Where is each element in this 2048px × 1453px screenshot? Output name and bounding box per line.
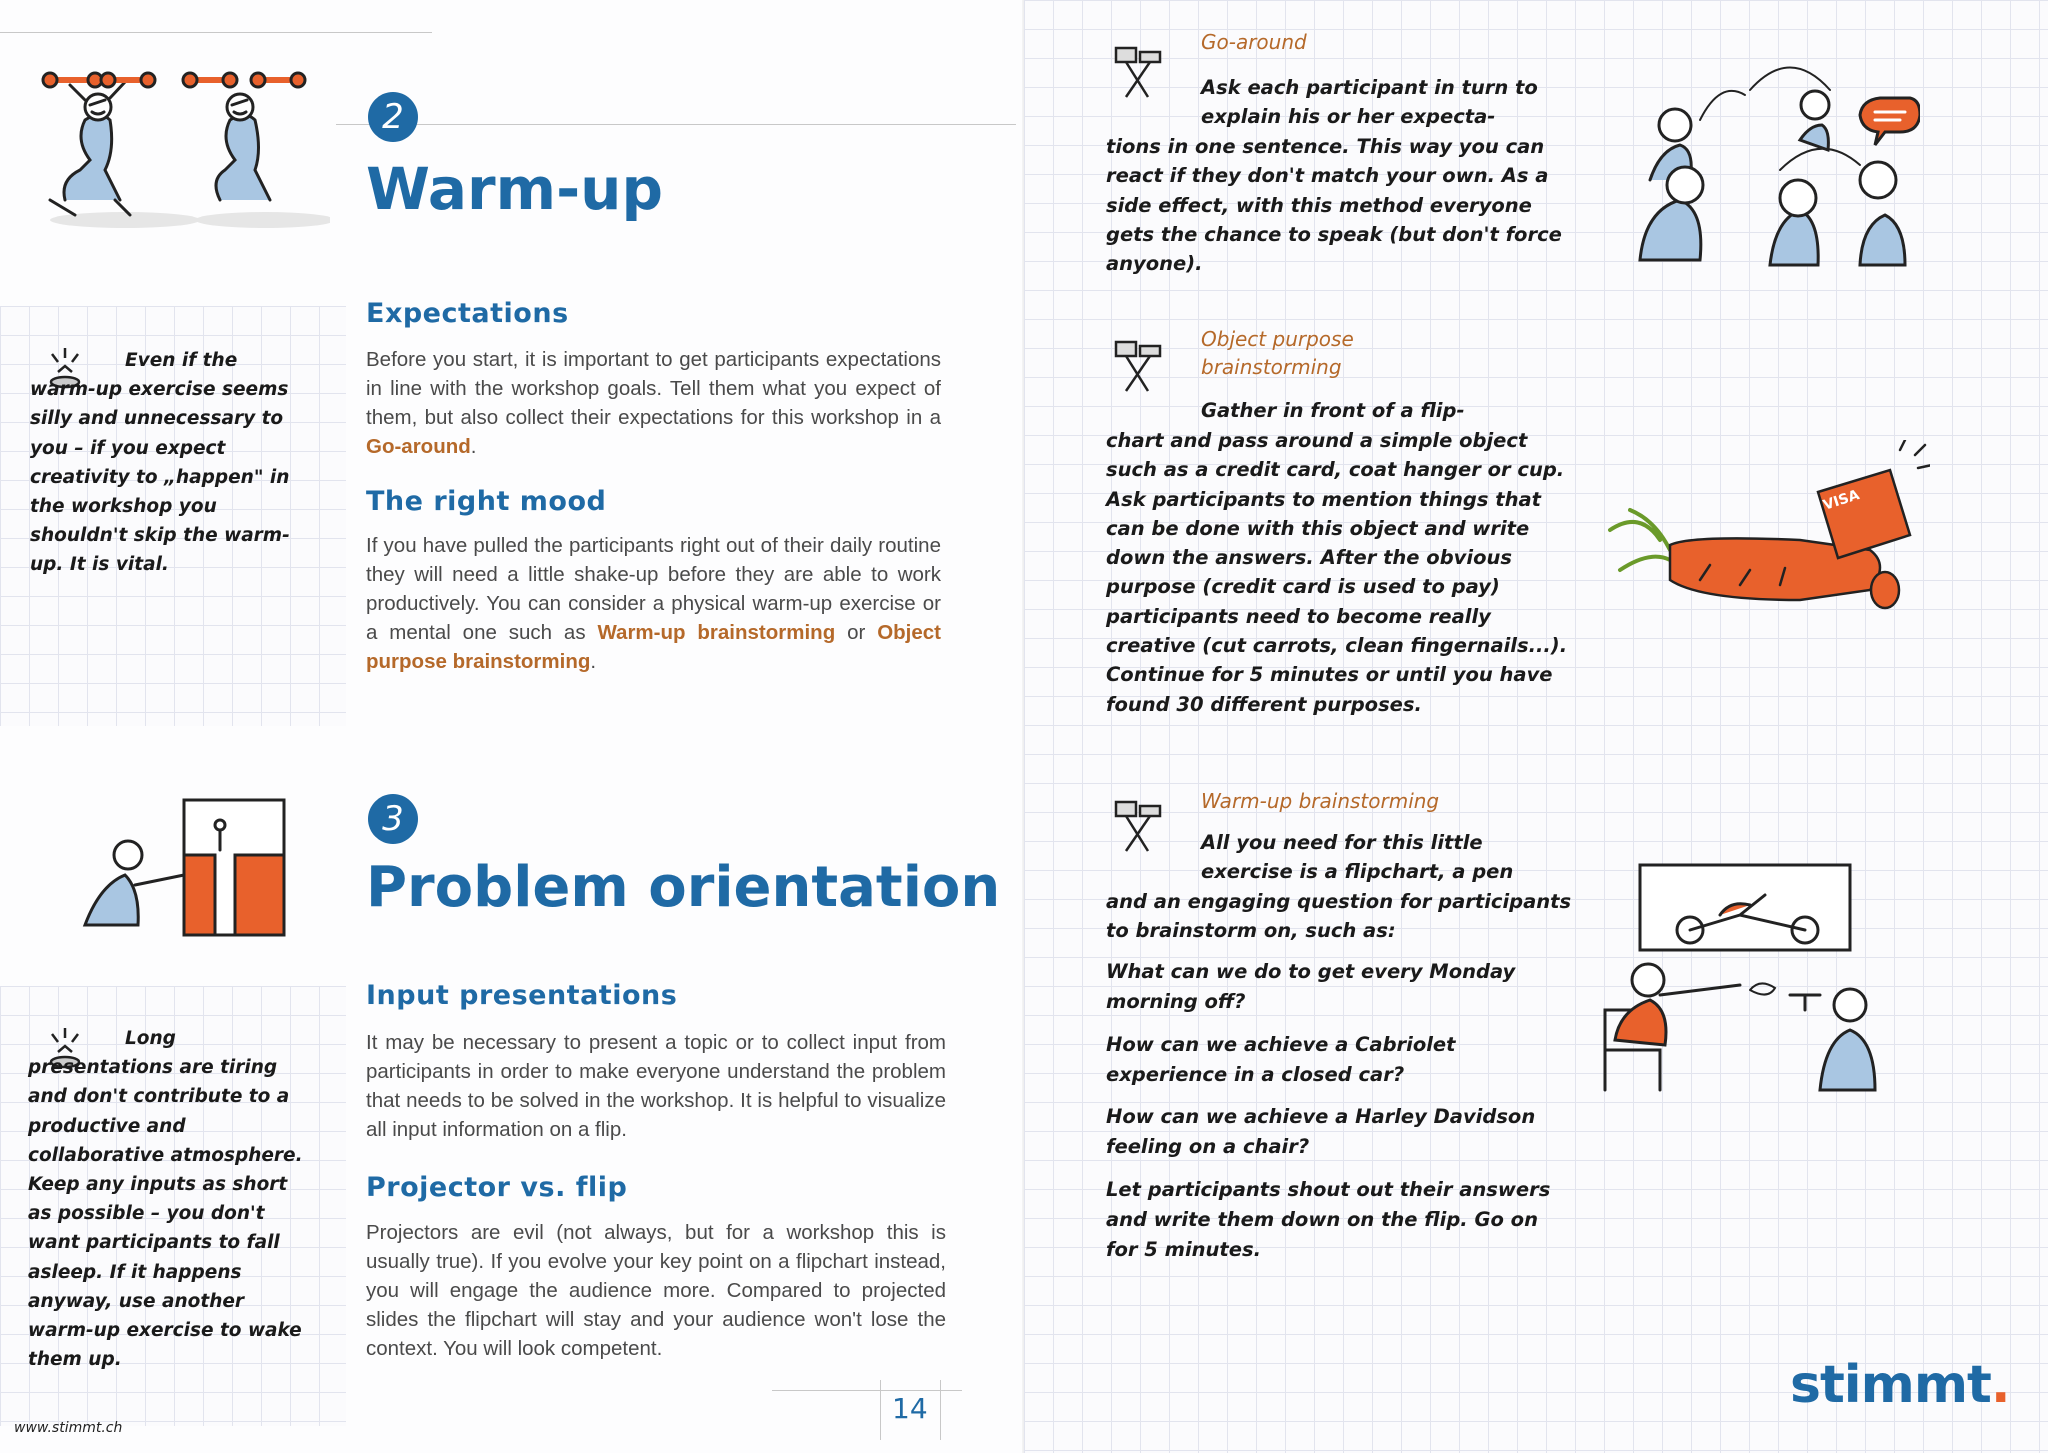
tip-text: Long presentations are tiring and don't contribute to a productive and collaborative atmosphere. Keep any inputs as short as possible – you don't want participants to fall asleep. If it happens anyway, use another warm-up exercise to wake them up. [28, 1028, 303, 1371]
stimmt-logo [1790, 1355, 2010, 1415]
wall-figure-illustration [80, 795, 300, 945]
expectations-body: Before you start, it is important to get participants expectations in line with the workshop goals. Tell them what you expect of them, but also collect their expectations for this workshop in a [366, 348, 941, 429]
expectations-heading: Expectations [366, 298, 569, 329]
method-text: and an engaging question for participants to brainstorm on, such as: [1106, 890, 1572, 943]
tip-box [0, 306, 346, 726]
tools-icon [1108, 336, 1168, 398]
logo-dot: . [1990, 1355, 2010, 1415]
method-text: tions in one sentence. This way you can react if they don't match your own. As a side effect, with this method everyone gets the chance to speak (but don't force anyone). [1106, 135, 1562, 276]
expectations-text [366, 345, 941, 461]
logo-text: stimmt [1790, 1355, 1991, 1415]
section-title: Problem orientation [366, 855, 1001, 920]
page-number-divider [880, 1380, 881, 1440]
mood-body: If you have pulled the participants right out of their daily routine they will need a little shake-up before they are able to work productively. You can consider a physical warm-up exercise or a mental one such as [366, 534, 941, 644]
expectations-end: . [470, 435, 477, 458]
input-text: It may be necessary to present a topic or to collect input from participants in order to make everyone understand the problem that needs to be solved in the workshop. It is helpful to visualize all input information on a flip. [366, 1031, 946, 1141]
method-intro: Ask each participant in turn to explain his or her expecta- [1201, 76, 1538, 129]
page-number-divider [940, 1380, 941, 1440]
warmup-brainstorming-link[interactable]: Warm-up brainstorming [597, 621, 836, 644]
mood-heading: The right mood [366, 486, 607, 517]
section-number-badge: 3 [368, 794, 418, 844]
chair-motorcycle-illustration [1590, 860, 1900, 1100]
method-text: chart and pass around a simple object such as a credit card, coat hanger or cup. Ask participants to mention things that can be done with this object and write down the answers. After the obvious purpose (credit card is used to pay) participants need to become really creative (cut carrots, clean fingernails...). Continue for 5 minutes or until you have found 30 different purposes. [1106, 429, 1568, 716]
tools-icon [1108, 796, 1168, 858]
object-purpose-link[interactable]: Object purpose brainstorming [366, 621, 942, 673]
carrot-and-card-illustration [1600, 440, 1930, 630]
method-title: Warm-up brainstorming [1201, 789, 1440, 813]
go-around-people-illustration [1630, 50, 1920, 280]
question-item: How can we achieve a Harley Davidson feeling on a chair? [1106, 1105, 1536, 1158]
top-rule [0, 32, 432, 33]
closing-text: Let participants shout out their answers and write them down on the flip. Go on for 5 minutes. [1106, 1178, 1551, 1261]
tools-icon [1108, 42, 1168, 104]
goaround-link[interactable]: Go-around [366, 435, 471, 458]
method-intro: Gather in front of a flip- [1201, 399, 1465, 422]
section-title: Warm-up [366, 155, 663, 223]
method-title: Go-around [1201, 30, 1307, 54]
projector-text: Projectors are evil (not always, but for a workshop this is usually true). If you evolve your key point on a flipchart instead, you will engage the audience more. Compared to projected slides the flipchart will stay and your audience won't lose the context. You will look competent. [366, 1221, 946, 1360]
page-number-rule [772, 1390, 962, 1391]
warmup-figures-illustration [30, 60, 330, 235]
card-label: VISA [1821, 487, 1862, 514]
question-item: How can we achieve a Cabriolet experience in a closed car? [1106, 1033, 1456, 1086]
input-heading: Input presentations [366, 980, 678, 1011]
question-item: What can we do to get every Monday morning off? [1106, 960, 1516, 1013]
method-title: Object purpose brainstorming [1201, 327, 1354, 379]
tip-box [0, 986, 346, 1426]
section-number-badge: 2 [368, 92, 418, 142]
mood-end: . [590, 650, 597, 673]
section-rule [336, 124, 1016, 125]
page-number: 14 [892, 1392, 928, 1425]
method-intro: All you need for this little exercise is a flipchart, a pen [1201, 831, 1514, 884]
projector-heading: Projector vs. flip [366, 1172, 628, 1203]
footer-url[interactable]: www.stimmt.ch [14, 1420, 123, 1436]
tip-text: Even if the warm-up exercise seems silly and unnecessary to you – if you expect creativity to „happen" in the workshop you shouldn't skip the warm-up. It is vital. [30, 350, 290, 576]
mood-middle: or [835, 621, 878, 644]
mood-text [366, 531, 941, 676]
